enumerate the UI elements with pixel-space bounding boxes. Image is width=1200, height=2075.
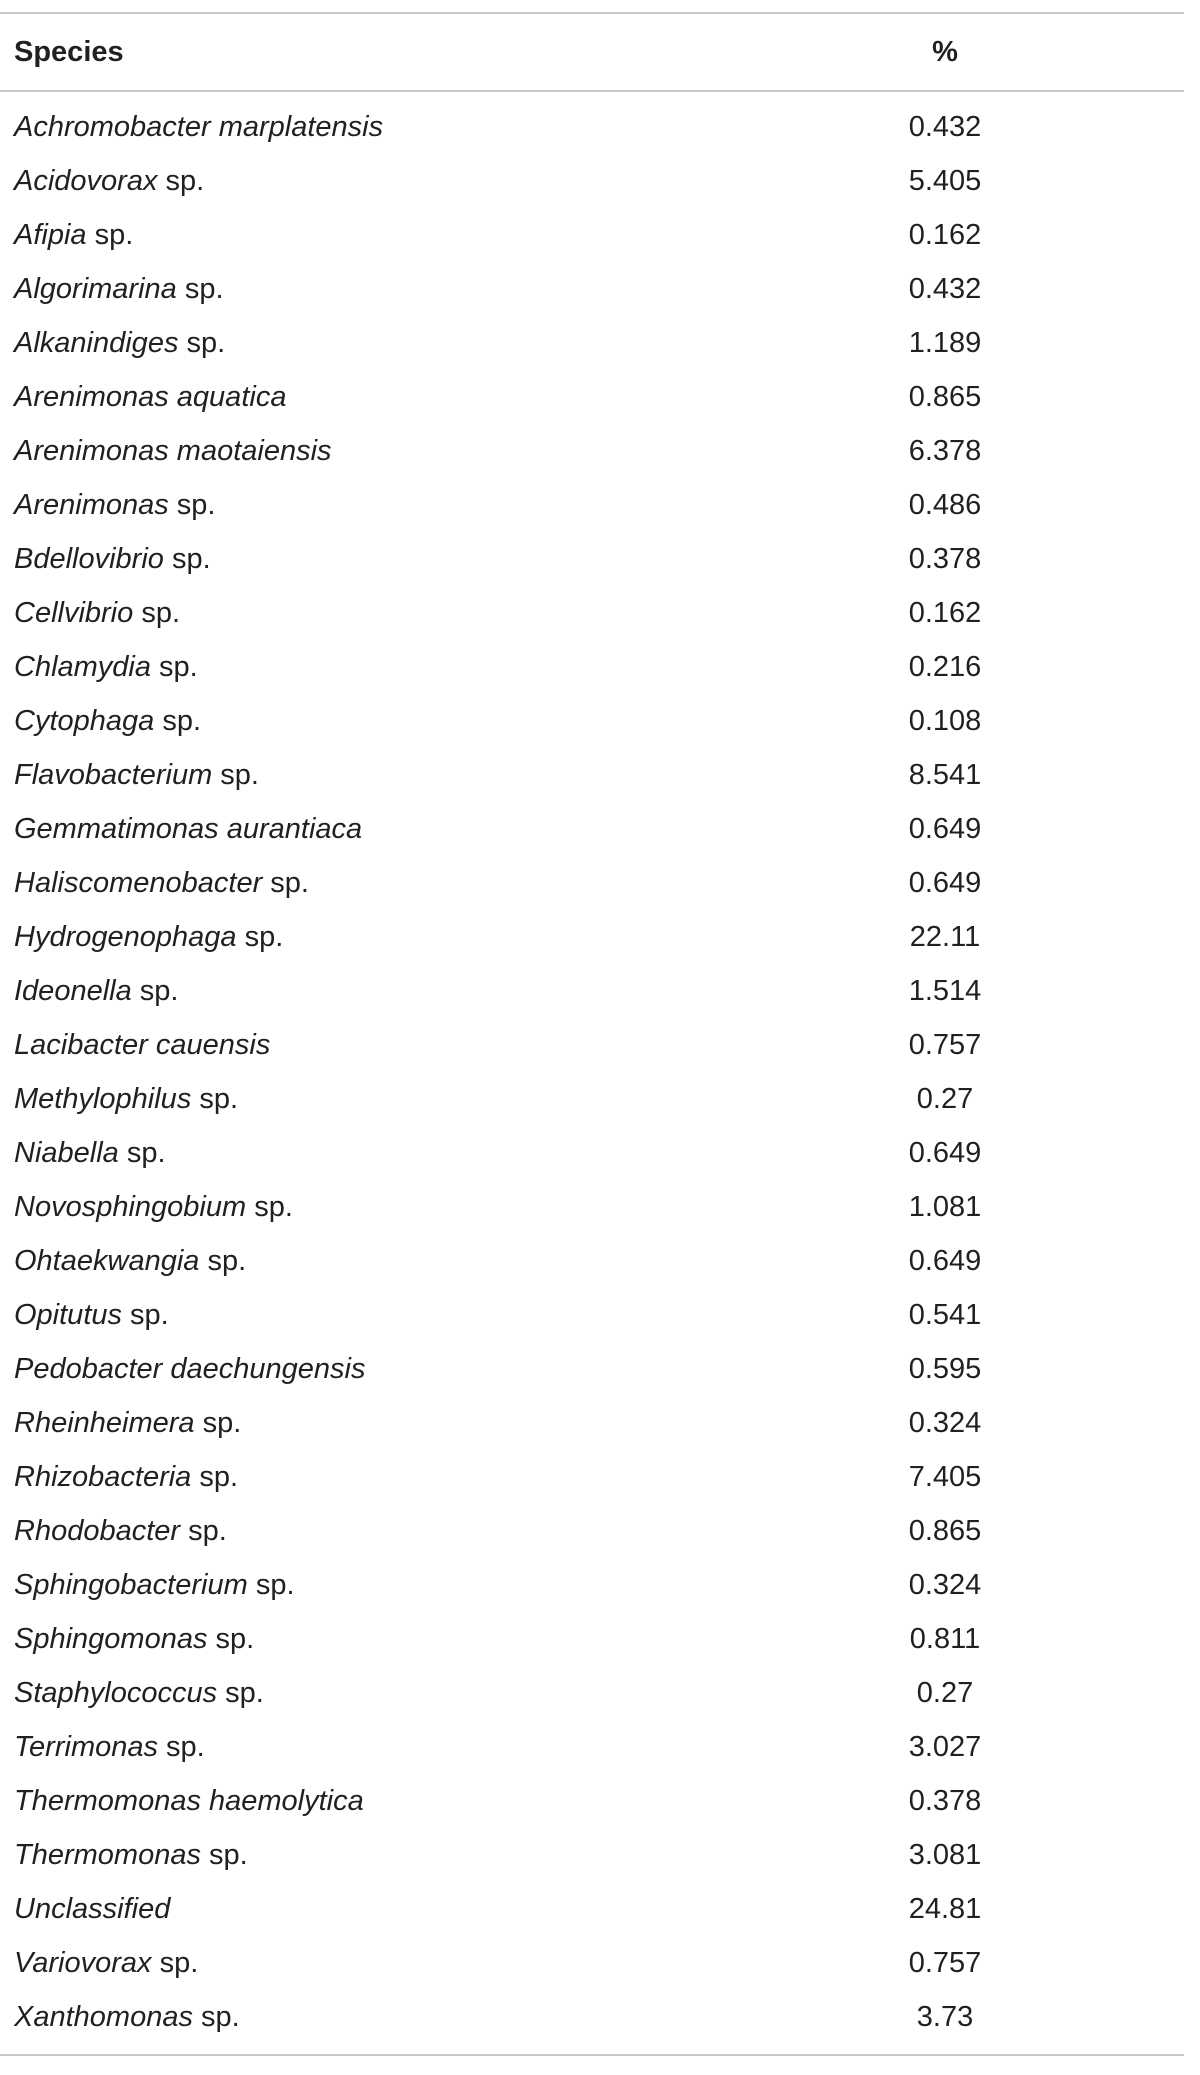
species-suffix: sp. xyxy=(194,1406,242,1439)
table-row xyxy=(0,1666,1184,1720)
species-suffix: sp. xyxy=(86,218,134,251)
species-cell xyxy=(0,2001,800,2034)
species-name: Sphingomonas xyxy=(14,1622,208,1655)
percent-cell: 1.189 xyxy=(908,326,982,359)
species-name: Afipia xyxy=(14,218,87,251)
species-cell xyxy=(0,597,800,630)
species-suffix: sp. xyxy=(200,1838,248,1871)
species-cell xyxy=(0,165,800,198)
percent-cell: 0.649 xyxy=(908,812,982,845)
species-suffix: sp. xyxy=(207,1622,255,1655)
table-row xyxy=(0,1396,1184,1450)
percent-cell: 0.649 xyxy=(908,866,982,899)
species-suffix: sp. xyxy=(122,1298,169,1331)
species-cell xyxy=(0,1623,800,1656)
species-suffix: sp. xyxy=(217,1676,264,1709)
table-row xyxy=(0,1126,1184,1180)
percent-cell: 24.81 xyxy=(908,1892,982,1925)
species-name: Pedobacter daechungensis xyxy=(14,1352,366,1385)
species-cell xyxy=(0,651,800,684)
table-row xyxy=(0,1612,1184,1666)
species-suffix: sp. xyxy=(154,704,202,737)
percent-cell: 0.865 xyxy=(908,380,982,413)
species-name: Ideonella xyxy=(14,974,132,1007)
table-row xyxy=(0,1018,1184,1072)
percent-cell: 0.108 xyxy=(908,704,982,737)
species-cell xyxy=(0,327,800,360)
species-cell xyxy=(0,1191,800,1224)
percent-cell: 7.405 xyxy=(908,1460,982,1493)
species-column-header: Species xyxy=(14,35,124,68)
table-row xyxy=(0,910,1184,964)
species-suffix: sp. xyxy=(178,326,226,359)
percent-cell: 0.541 xyxy=(908,1298,982,1331)
table-row xyxy=(0,1558,1184,1612)
species-cell xyxy=(0,1731,800,1764)
percent-cell: 0.595 xyxy=(908,1352,982,1385)
percent-cell: 3.73 xyxy=(916,2000,974,2033)
table-row xyxy=(0,154,1184,208)
percent-cell: 0.27 xyxy=(916,1082,974,1115)
percent-cell: 1.081 xyxy=(908,1190,982,1223)
species-cell xyxy=(0,1893,800,1926)
table-row xyxy=(0,1180,1184,1234)
percent-cell: 1.514 xyxy=(908,974,982,1007)
table-row xyxy=(0,856,1184,910)
table-row xyxy=(0,1342,1184,1396)
percent-cell: 0.162 xyxy=(908,596,982,629)
percent-cell: 0.378 xyxy=(908,1784,982,1817)
percent-cell: 0.649 xyxy=(908,1244,982,1277)
percent-cell: 0.324 xyxy=(908,1406,982,1439)
species-cell xyxy=(0,759,800,792)
species-name: Arenimonas maotaiensis xyxy=(14,434,332,467)
species-suffix: sp. xyxy=(151,650,198,683)
species-suffix: sp. xyxy=(157,1730,205,1763)
species-name: Arenimonas xyxy=(14,488,169,521)
table-body xyxy=(0,92,1184,2054)
species-cell xyxy=(0,705,800,738)
table-row xyxy=(0,424,1184,478)
species-cell xyxy=(0,813,800,846)
table-row xyxy=(0,1774,1184,1828)
species-suffix: sp. xyxy=(176,272,224,305)
percent-cell: 3.081 xyxy=(908,1838,982,1871)
table-row xyxy=(0,1288,1184,1342)
species-suffix: sp. xyxy=(191,1082,239,1115)
percent-column-header: % xyxy=(932,35,958,68)
percent-cell: 5.405 xyxy=(908,164,982,197)
species-cell xyxy=(0,975,800,1008)
species-cell xyxy=(0,435,800,468)
percent-cell: 0.162 xyxy=(908,218,982,251)
percent-cell: 0.378 xyxy=(908,542,982,575)
species-name: Cytophaga xyxy=(14,704,155,737)
species-cell xyxy=(0,921,800,954)
species-cell xyxy=(0,489,800,522)
species-suffix: sp. xyxy=(151,1946,199,1979)
species-table xyxy=(0,12,1184,2056)
species-suffix: sp. xyxy=(131,974,179,1007)
species-cell xyxy=(0,1677,800,1710)
species-name: Flavobacterium xyxy=(14,758,213,791)
species-name: Xanthomonas xyxy=(14,2000,193,2033)
species-suffix: sp. xyxy=(157,164,205,197)
percent-cell: 0.757 xyxy=(908,1028,982,1061)
species-name: Rhizobacteria xyxy=(14,1460,192,1493)
table-row xyxy=(0,532,1184,586)
species-cell xyxy=(0,1299,800,1332)
species-cell xyxy=(0,1245,800,1278)
species-cell xyxy=(0,1137,800,1170)
species-name: Achromobacter marplatensis xyxy=(14,110,384,143)
species-name: Algorimarina xyxy=(14,272,177,305)
species-name: Staphylococcus xyxy=(14,1676,218,1709)
table-row xyxy=(0,208,1184,262)
table-row xyxy=(0,1990,1184,2044)
table-row xyxy=(0,694,1184,748)
species-cell xyxy=(0,867,800,900)
table-header xyxy=(0,14,1184,92)
species-name: Rhodobacter xyxy=(14,1514,181,1547)
species-cell xyxy=(0,1029,800,1062)
species-suffix: sp. xyxy=(246,1190,293,1223)
species-name: Methylophilus xyxy=(14,1082,192,1115)
species-cell xyxy=(0,1353,800,1386)
table-row xyxy=(0,478,1184,532)
species-cell xyxy=(0,1461,800,1494)
species-suffix: sp. xyxy=(118,1136,166,1169)
species-name: Cellvibrio xyxy=(14,596,134,629)
species-suffix: sp. xyxy=(199,1244,247,1277)
table-row xyxy=(0,1720,1184,1774)
species-suffix: sp. xyxy=(133,596,181,629)
percent-cell: 0.649 xyxy=(908,1136,982,1169)
species-name: Bdellovibrio xyxy=(14,542,164,575)
percent-cell: 0.324 xyxy=(908,1568,982,1601)
percent-cell: 0.811 xyxy=(909,1622,981,1655)
species-name: Lacibacter cauensis xyxy=(14,1028,271,1061)
species-name: Niabella xyxy=(14,1136,119,1169)
table-row xyxy=(0,802,1184,856)
species-suffix: sp. xyxy=(247,1568,295,1601)
species-suffix: sp. xyxy=(236,920,284,953)
species-cell xyxy=(0,1785,800,1818)
species-name: Arenimonas aquatica xyxy=(14,380,287,413)
species-name: Rheinheimera xyxy=(14,1406,195,1439)
species-cell xyxy=(0,1839,800,1872)
species-cell xyxy=(0,1083,800,1116)
species-cell xyxy=(0,1515,800,1548)
table-row xyxy=(0,316,1184,370)
species-suffix: sp. xyxy=(180,1514,227,1547)
species-name: Thermomonas xyxy=(14,1838,201,1871)
table-row xyxy=(0,1504,1184,1558)
species-name: Sphingobacterium xyxy=(14,1568,248,1601)
species-suffix: sp. xyxy=(191,1460,239,1493)
species-cell xyxy=(0,219,800,252)
species-cell xyxy=(0,1947,800,1980)
percent-cell: 0.486 xyxy=(908,488,982,521)
percent-cell: 0.757 xyxy=(908,1946,982,1979)
table-row xyxy=(0,1882,1184,1936)
species-name: Acidovorax xyxy=(14,164,158,197)
table-row xyxy=(0,1450,1184,1504)
species-name: Variovorax xyxy=(14,1946,152,1979)
species-name: Alkanindiges xyxy=(14,326,179,359)
percent-cell: 22.11 xyxy=(909,920,981,953)
species-name: Thermomonas haemolytica xyxy=(14,1784,364,1817)
table-row xyxy=(0,370,1184,424)
species-cell xyxy=(0,273,800,306)
percent-cell: 0.27 xyxy=(916,1676,974,1709)
table-row xyxy=(0,964,1184,1018)
species-name: Opitutus xyxy=(14,1298,122,1331)
percent-cell: 0.865 xyxy=(908,1514,982,1547)
species-name: Unclassified xyxy=(14,1892,171,1925)
species-suffix: sp. xyxy=(163,542,211,575)
species-name: Gemmatimonas aurantiaca xyxy=(14,812,363,845)
percent-cell: 0.432 xyxy=(908,110,982,143)
species-cell xyxy=(0,381,800,414)
percent-cell: 0.216 xyxy=(908,650,982,683)
species-suffix: sp. xyxy=(212,758,259,791)
table-row xyxy=(0,640,1184,694)
species-suffix: sp. xyxy=(168,488,216,521)
table-row xyxy=(0,748,1184,802)
species-cell xyxy=(0,543,800,576)
species-name: Ohtaekwangia xyxy=(14,1244,200,1277)
table-row xyxy=(0,1234,1184,1288)
species-name: Chlamydia xyxy=(14,650,151,683)
table-row xyxy=(0,100,1184,154)
table-row xyxy=(0,1072,1184,1126)
percent-cell: 3.027 xyxy=(908,1730,982,1763)
species-cell xyxy=(0,1569,800,1602)
table-row xyxy=(0,1828,1184,1882)
table-row xyxy=(0,586,1184,640)
species-name: Novosphingobium xyxy=(14,1190,247,1223)
percent-cell: 0.432 xyxy=(908,272,982,305)
species-suffix: sp. xyxy=(262,866,309,899)
species-name: Haliscomenobacter xyxy=(14,866,263,899)
species-name: Terrimonas xyxy=(14,1730,158,1763)
species-cell xyxy=(0,111,800,144)
table-row xyxy=(0,1936,1184,1990)
table-row xyxy=(0,262,1184,316)
percent-cell: 8.541 xyxy=(908,758,982,791)
species-cell xyxy=(0,1407,800,1440)
species-name: Hydrogenophaga xyxy=(14,920,237,953)
species-suffix: sp. xyxy=(192,2000,240,2033)
percent-cell: 6.378 xyxy=(908,434,982,467)
